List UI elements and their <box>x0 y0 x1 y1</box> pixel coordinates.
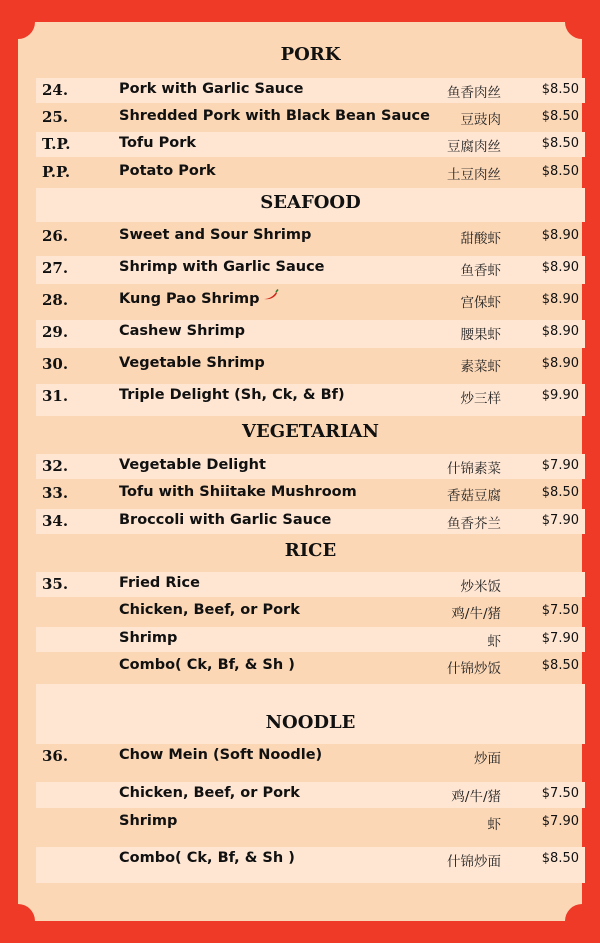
menu-row <box>36 384 585 416</box>
item-name: Shredded Pork with Black Bean Sauce <box>119 108 430 124</box>
item-chinese-name: 腰果虾 <box>460 327 501 343</box>
corner-notch <box>1 904 35 938</box>
menu-row <box>36 627 585 652</box>
item-price: $8.90 <box>541 356 579 371</box>
item-name: Kung Pao Shrimp <box>119 291 260 307</box>
item-chinese-name: 豆腐肉丝 <box>447 139 501 155</box>
item-name: Triple Delight (Sh, Ck, & Bf) <box>119 387 345 403</box>
corner-notch <box>565 904 599 938</box>
item-name: Shrimp <box>119 630 178 646</box>
item-price: $9.90 <box>541 388 579 403</box>
item-number: 25. <box>42 108 69 126</box>
item-chinese-name: 什锦炒面 <box>447 854 501 870</box>
item-chinese-name: 甜酸虾 <box>460 231 501 247</box>
section-title-pork: PORK <box>280 44 341 65</box>
section-header-band <box>36 188 585 222</box>
item-name: Vegetable Shrimp <box>119 355 265 371</box>
item-chinese-name: 炒三样 <box>460 391 501 407</box>
menu-row <box>36 810 585 836</box>
item-chinese-name: 虾 <box>487 817 501 833</box>
item-name: Cashew Shrimp <box>119 323 246 339</box>
menu-row <box>36 160 585 185</box>
item-number: 30. <box>42 355 69 373</box>
item-number: 32. <box>42 457 69 475</box>
section-header-band <box>36 684 585 744</box>
item-number: 33. <box>42 484 69 502</box>
item-name: Chicken, Beef, or Pork <box>119 785 300 801</box>
item-price: $8.90 <box>541 292 579 307</box>
item-name: Shrimp with Garlic Sauce <box>119 259 325 275</box>
item-number: P.P. <box>42 163 71 181</box>
item-name: Combo( Ck, Bf, & Sh ) <box>119 657 295 673</box>
corner-notch <box>1 5 35 39</box>
item-name: Chicken, Beef, or Pork <box>119 602 300 618</box>
menu-row <box>36 481 585 506</box>
menu-row <box>36 256 585 284</box>
item-price: $7.90 <box>541 631 579 646</box>
item-chinese-name: 鱼香虾 <box>460 263 501 279</box>
item-name: Broccoli with Garlic Sauce <box>119 512 332 528</box>
item-price: $8.90 <box>541 228 579 243</box>
item-number: 24. <box>42 81 69 99</box>
item-price: $7.50 <box>541 603 579 618</box>
item-number: 35. <box>42 575 69 593</box>
item-name: Fried Rice <box>119 575 200 591</box>
item-name-wrap <box>119 291 279 307</box>
item-chinese-name: 炒面 <box>474 751 501 767</box>
menu-row <box>36 352 585 380</box>
item-chinese-name: 宫保虾 <box>460 295 501 311</box>
menu-row <box>36 744 585 778</box>
item-chinese-name: 素菜虾 <box>460 359 501 375</box>
menu-row <box>36 847 585 883</box>
item-chinese-name: 鱼香芥兰 <box>447 516 501 532</box>
item-chinese-name: 土豆肉丝 <box>447 167 501 183</box>
item-name: Chow Mein (Soft Noodle) <box>119 747 323 763</box>
item-price: $8.50 <box>541 136 579 151</box>
item-price: $7.90 <box>541 458 579 473</box>
section-title-vegetarian: VEGETARIAN <box>242 421 379 442</box>
item-price: $8.50 <box>541 851 579 866</box>
item-price: $8.50 <box>541 164 579 179</box>
item-number: 27. <box>42 259 69 277</box>
menu-row <box>36 599 585 624</box>
menu-row <box>36 320 585 348</box>
section-title-noodle: NOODLE <box>265 712 356 733</box>
item-name: Shrimp <box>119 813 178 829</box>
item-price: $7.50 <box>541 786 579 801</box>
corner-notch <box>565 5 599 39</box>
item-price: $8.50 <box>541 485 579 500</box>
item-number: 29. <box>42 323 69 341</box>
item-chinese-name: 什锦素菜 <box>447 461 501 477</box>
item-name: Vegetable Delight <box>119 457 266 473</box>
menu-row <box>36 654 585 679</box>
item-name: Sweet and Sour Shrimp <box>119 227 312 243</box>
item-name: Tofu Pork <box>119 135 196 151</box>
item-number: 36. <box>42 747 69 765</box>
item-name: Pork with Garlic Sauce <box>119 81 304 97</box>
section-title-seafood: SEAFOOD <box>260 192 361 213</box>
menu-row <box>36 288 585 316</box>
item-chinese-name: 什锦炒饭 <box>447 661 501 677</box>
item-chinese-name: 香菇豆腐 <box>447 488 501 504</box>
item-chinese-name: 虾 <box>487 634 501 650</box>
item-price: $8.50 <box>541 109 579 124</box>
menu-card <box>18 22 582 921</box>
item-price: $8.50 <box>541 82 579 97</box>
item-number: 31. <box>42 387 69 405</box>
item-chinese-name: 鸡/牛/猪 <box>451 606 501 622</box>
menu-row <box>36 509 585 534</box>
chili-pepper-icon <box>263 289 279 300</box>
item-chinese-name: 鸡/牛/猪 <box>451 789 501 805</box>
menu-row <box>36 454 585 479</box>
item-price: $7.90 <box>541 513 579 528</box>
item-number: 26. <box>42 227 69 245</box>
item-number: 28. <box>42 291 69 309</box>
item-price: $8.90 <box>541 324 579 339</box>
item-name: Potato Pork <box>119 163 216 179</box>
item-price: $7.90 <box>541 814 579 829</box>
item-number: T.P. <box>42 135 71 153</box>
menu-row <box>36 572 585 597</box>
section-title-rice: RICE <box>284 540 337 561</box>
menu-row <box>36 224 585 252</box>
item-chinese-name: 鱼香肉丝 <box>447 85 501 101</box>
menu-row <box>36 105 585 130</box>
menu-row <box>36 132 585 157</box>
item-chinese-name: 豆豉肉 <box>460 112 501 128</box>
menu-row <box>36 78 585 103</box>
item-price: $8.90 <box>541 260 579 275</box>
item-number: 34. <box>42 512 69 530</box>
item-chinese-name: 炒米饭 <box>460 579 501 595</box>
menu-row <box>36 782 585 808</box>
item-price: $8.50 <box>541 658 579 673</box>
item-name: Combo( Ck, Bf, & Sh ) <box>119 850 295 866</box>
item-name: Tofu with Shiitake Mushroom <box>119 484 357 500</box>
